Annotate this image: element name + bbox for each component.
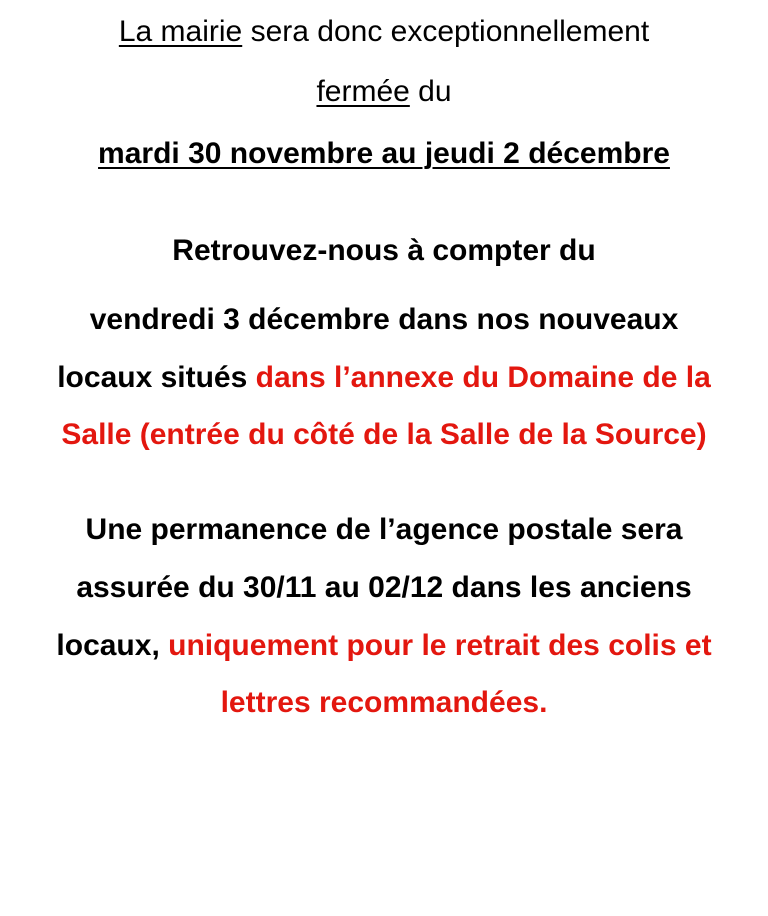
closure-text: sera donc exceptionnellement: [242, 15, 650, 48]
post-office-line-4: lettres recommandées.: [220, 686, 548, 719]
reopening-line-1: Retrouvez-nous à compter du: [172, 234, 596, 267]
reopening-location-text: dans l’annexe du Domaine de la: [255, 361, 711, 394]
post-office-restriction-text: uniquement pour le retrait des colis et: [168, 629, 712, 662]
mairie-label: La mairie: [118, 15, 243, 48]
closure-dates-text: mardi 30 novembre au jeudi 2 décembre: [98, 137, 670, 170]
closure-line-1: [0, 12, 768, 52]
post-office-line-2: assurée du 30/11 au 02/12 dans les anciens: [76, 571, 692, 604]
reopening-locaux-text: locaux situés: [57, 361, 256, 394]
post-office-line-3: [0, 626, 768, 666]
reopening-line-4: Salle (entrée du côté de la Salle de la Source): [61, 418, 707, 451]
reopening-line-3: [0, 358, 768, 398]
closure-du-text: du: [409, 75, 452, 108]
closure-dates: [0, 134, 768, 174]
post-office-line-1: Une permanence de l’agence postale sera: [85, 513, 683, 546]
reopening-line-2: vendredi 3 décembre dans nos nouveaux: [89, 303, 679, 336]
post-office-locaux-text: locaux,: [56, 629, 169, 662]
fermee-label: fermée: [316, 75, 410, 108]
closure-line-2: [0, 72, 768, 112]
